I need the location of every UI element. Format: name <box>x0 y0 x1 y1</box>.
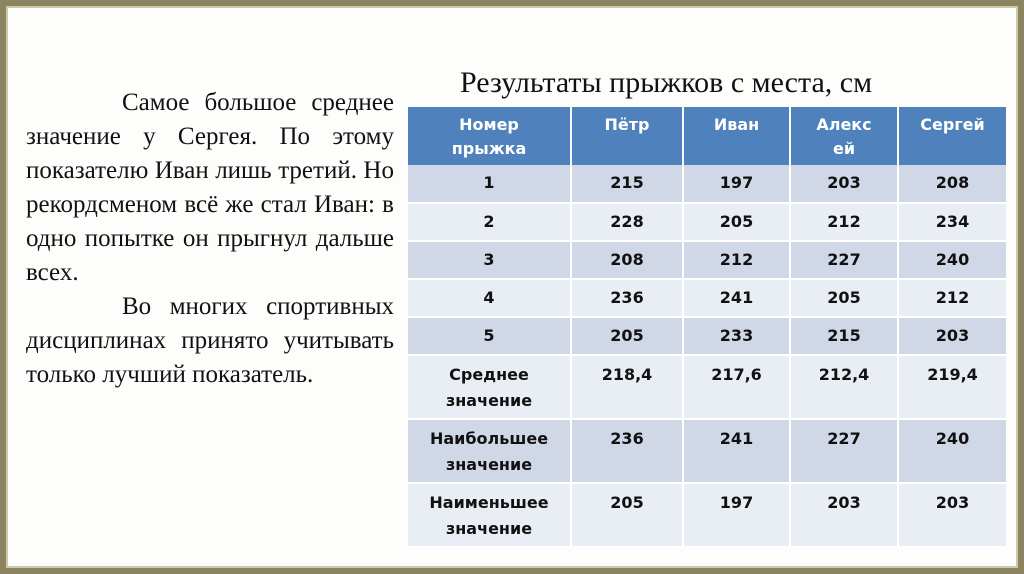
cell: 197 <box>683 483 790 547</box>
cell: 205 <box>683 203 790 241</box>
cell: 205 <box>790 279 898 317</box>
cell: 1 <box>408 165 571 203</box>
cell: 197 <box>683 165 790 203</box>
header-petr: Пётр <box>571 107 683 165</box>
cell: Среднее значение <box>408 355 571 419</box>
cell: 215 <box>571 165 683 203</box>
cell: 2 <box>408 203 571 241</box>
cell: 212,4 <box>790 355 898 419</box>
table-row-average <box>408 355 1006 419</box>
cell: 4 <box>408 279 571 317</box>
cell: 208 <box>571 241 683 279</box>
cell: 234 <box>898 203 1006 241</box>
cell: 208 <box>898 165 1006 203</box>
cell: Наименьшее значение <box>408 483 571 547</box>
cell: 212 <box>898 279 1006 317</box>
cell: 236 <box>571 279 683 317</box>
table-row-minimum <box>408 483 1006 547</box>
cell: 215 <box>790 317 898 355</box>
cell: 217,6 <box>683 355 790 419</box>
table-row <box>408 317 1006 355</box>
results-table <box>408 107 1006 548</box>
cell: 236 <box>571 419 683 483</box>
cell: 233 <box>683 317 790 355</box>
cell: 203 <box>898 317 1006 355</box>
cell: 227 <box>790 419 898 483</box>
cell: 205 <box>571 317 683 355</box>
cell: 241 <box>683 279 790 317</box>
table-row <box>408 241 1006 279</box>
cell: 203 <box>898 483 1006 547</box>
explanation-text <box>26 86 394 392</box>
table-row <box>408 279 1006 317</box>
cell: 241 <box>683 419 790 483</box>
cell: 227 <box>790 241 898 279</box>
cell: 218,4 <box>571 355 683 419</box>
cell: 203 <box>790 483 898 547</box>
cell: 240 <box>898 419 1006 483</box>
header-ivan: Иван <box>683 107 790 165</box>
table-title: Результаты прыжков с места, см <box>460 66 873 99</box>
cell: 3 <box>408 241 571 279</box>
cell: Наибольшее значение <box>408 419 571 483</box>
header-aleksei: Алексей <box>790 107 898 165</box>
paragraph-1: Самое большое среднее значение у Сергея. По этому показателю Иван лишь третий. Но рекордсменом всё же стал Иван: в одно попытке он прыгнул дальше всех. <box>26 89 394 286</box>
cell: 212 <box>683 241 790 279</box>
cell: 205 <box>571 483 683 547</box>
cell: 5 <box>408 317 571 355</box>
cell: 203 <box>790 165 898 203</box>
cell: 212 <box>790 203 898 241</box>
paragraph-2: Во многих спортивных дисциплинах принято учитывать только лучший показатель. <box>26 293 394 388</box>
cell: 228 <box>571 203 683 241</box>
header-row <box>408 107 1006 165</box>
cell: 219,4 <box>898 355 1006 419</box>
table-row <box>408 203 1006 241</box>
table-row-maximum <box>408 419 1006 483</box>
table-row <box>408 165 1006 203</box>
cell: 240 <box>898 241 1006 279</box>
header-jump-number: Номер прыжка <box>408 107 571 165</box>
header-sergei: Сергей <box>898 107 1006 165</box>
